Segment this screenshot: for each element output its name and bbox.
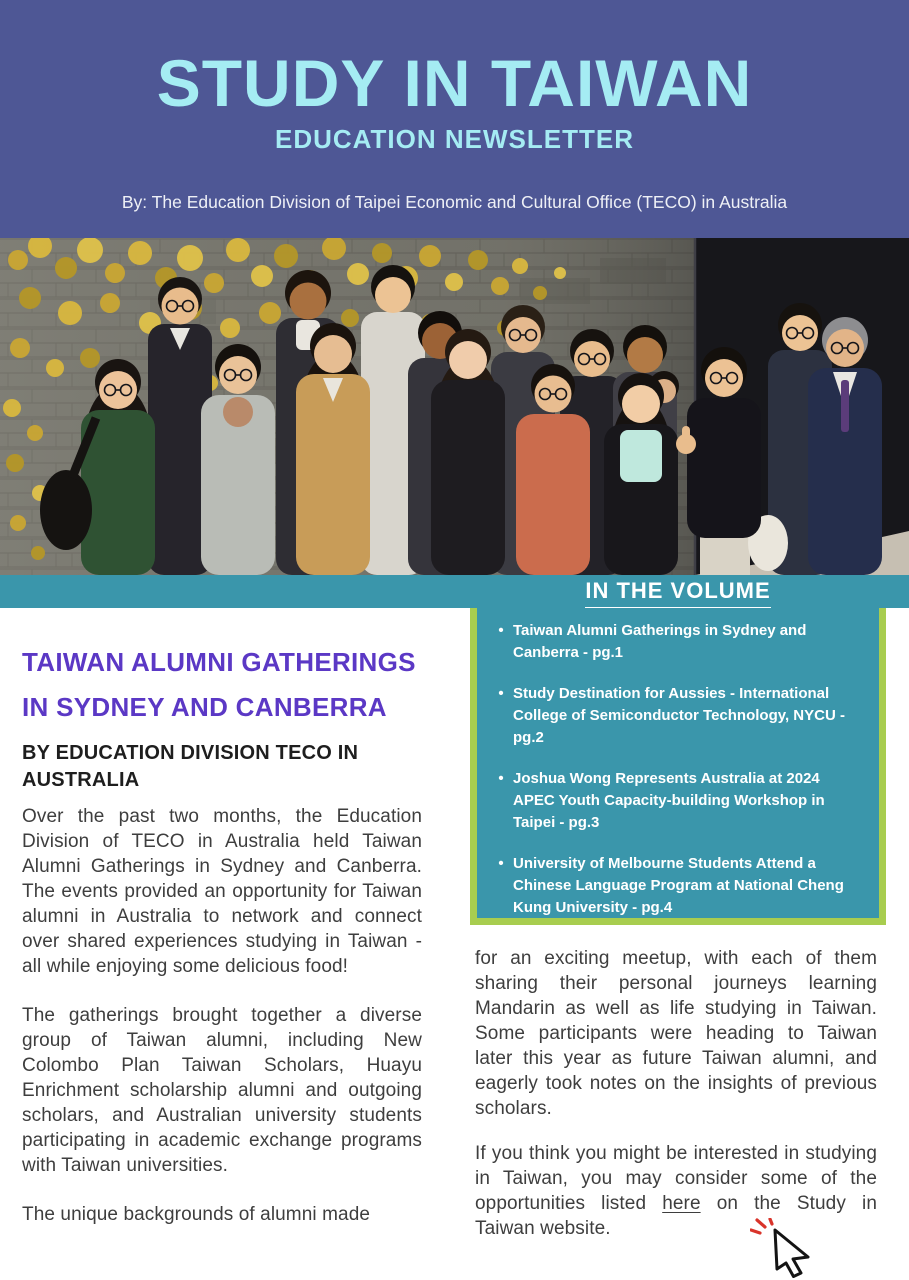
cta-text-after: on the Study in Taiwan website. (475, 1193, 877, 1239)
article-column (22, 640, 422, 1227)
toc-item-text: University of Melbourne Students Attend a Chinese Language Program at National Cheng Kung University - pg.4 (513, 855, 844, 916)
cursor-click-icon (750, 1218, 832, 1278)
article-paragraph: The gatherings brought together a diverse group of Taiwan alumni, including New Colombo Plan Taiwan Scholars, Huayu Enrichment scholarship alumni and outgoing scholars, and Australian university students participating in academic exchange programs with Taiwan universities. (22, 1005, 422, 1176)
newsletter-byline: By: The Education Division of Taipei Economic and Cultural Office (TECO) in Australia (121, 192, 788, 212)
pointer-arrow (775, 1230, 808, 1277)
toc-box (470, 608, 886, 925)
article-paragraph: The unique backgrounds of alumni made (22, 1204, 371, 1225)
toc-item-text: Taiwan Alumni Gatherings in Sydney and Canberra - pg.1 (513, 622, 807, 661)
newsletter-subtitle: EDUCATION NEWSLETTER (275, 124, 634, 154)
continuation-paragraph: for an exciting meetup, with each of them sharing their personal journeys learning Mandarin as well as life studying in Taiwan. Some participants were heading to Taiwan later this year as future Taiwan alumni, and eagerly took notes on the insights of previous scholars. (475, 948, 877, 1119)
toc-item (491, 683, 863, 749)
click-sparks (751, 1219, 772, 1233)
group-photo (0, 238, 909, 575)
toc-title: IN THE VOLUME (470, 578, 886, 608)
toc-item (491, 620, 863, 664)
here-link[interactable]: here (662, 1193, 701, 1214)
article-title: TAIWAN ALUMNI GATHERINGS IN SYDNEY AND CANBERRA (22, 647, 416, 722)
group-photo-illustration (0, 238, 909, 575)
newsletter-header (0, 0, 909, 238)
bullet-icon: • (498, 855, 504, 872)
bullet-icon: • (498, 685, 504, 702)
article-paragraph: Over the past two months, the Education Division of TECO in Australia held Taiwan Alumni Gatherings in Sydney and Canberra. The events provided an opportunity for Taiwan alumni in Australia to network and connect over shared experiences studying in Taiwan - all while enjoying some delicious food! (22, 806, 422, 977)
toc-item-text: Joshua Wong Represents Australia at 2024 APEC Youth Capacity-building Workshop in Taipei - pg.3 (513, 770, 825, 831)
bullet-icon: • (498, 770, 504, 787)
bullet-icon: • (498, 622, 504, 639)
cta-text-before: If you think you might be interested in studying in Taiwan, you may consider some of the opportunities listed (475, 1143, 877, 1214)
article-author: BY EDUCATION DIVISION TECO IN AUSTRALIA (22, 742, 359, 791)
toc-item (491, 853, 863, 919)
toc-item (491, 768, 863, 834)
toc-list (491, 620, 863, 919)
newsletter-title: STUDY IN TAIWAN (156, 46, 753, 120)
continuation-column (475, 946, 877, 1241)
toc-item-text: Study Destination for Aussies - International College of Semiconductor Technology, NYCU - pg.2 (513, 685, 845, 746)
